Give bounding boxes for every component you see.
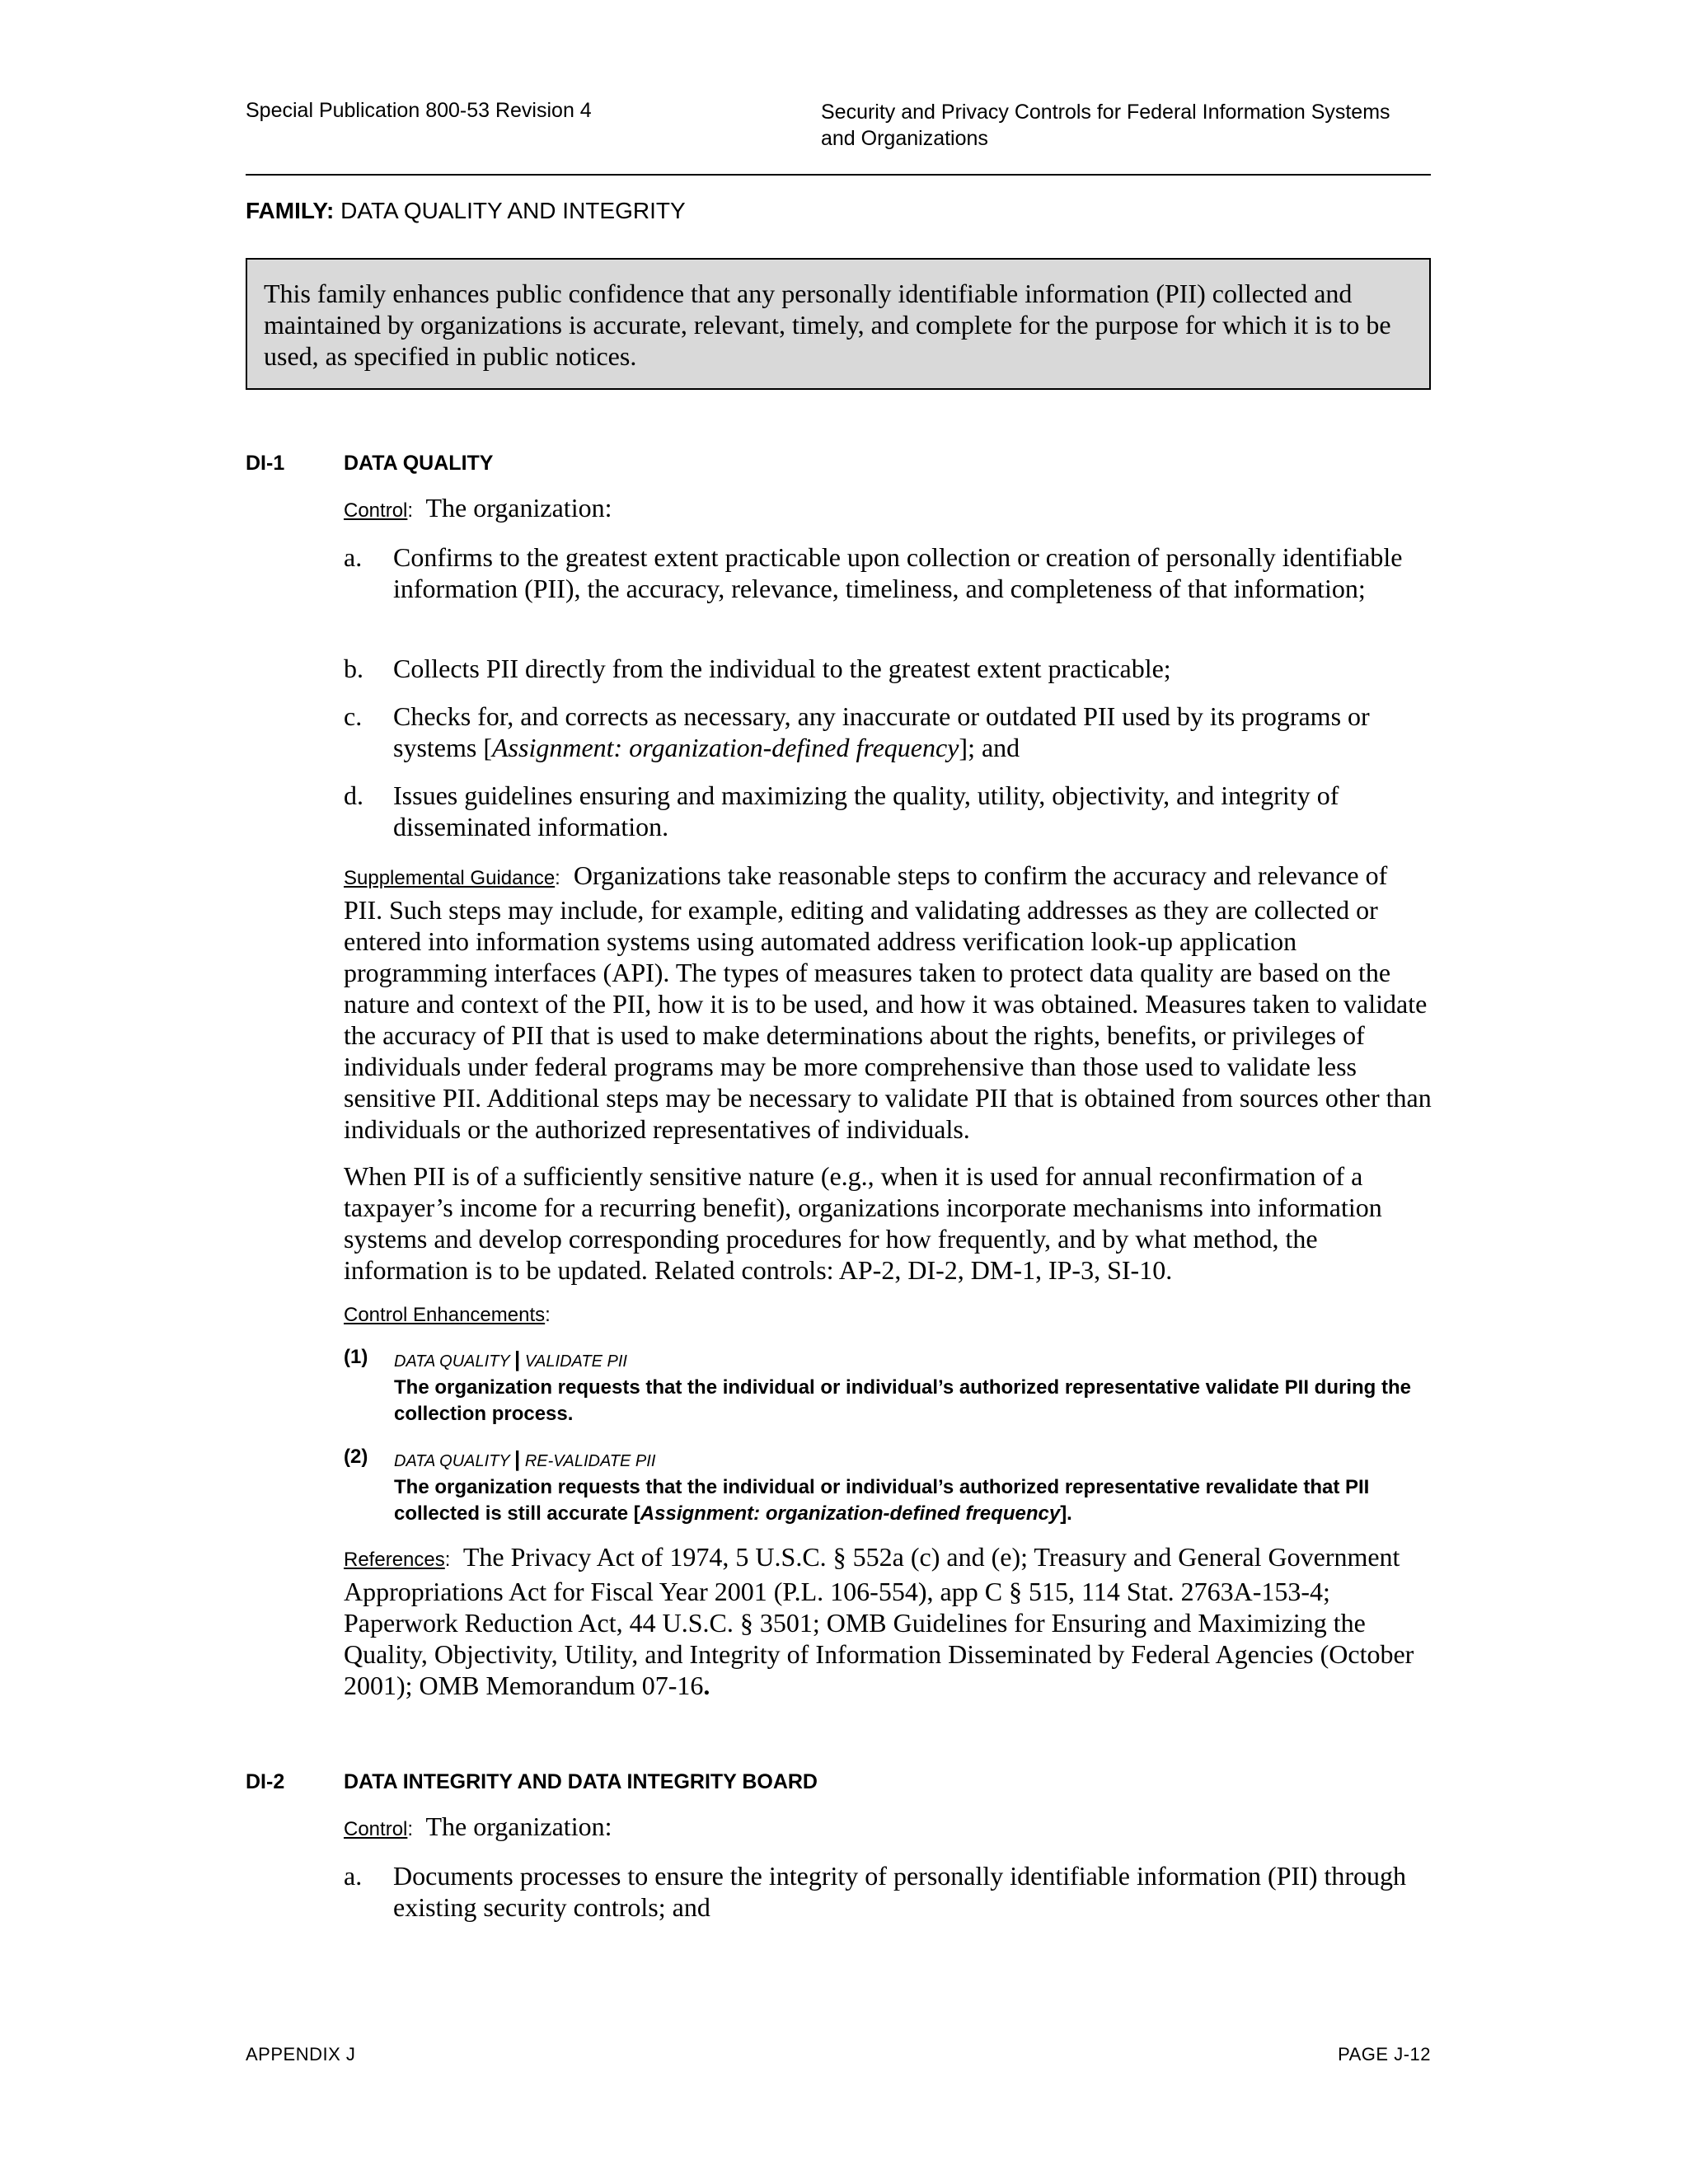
- control-statement-di1: Control: The organization:: [344, 493, 612, 523]
- family-heading: [246, 198, 686, 224]
- control-intro: The organization:: [425, 493, 612, 523]
- supplemental-text-2: When PII is of a sufficiently sensitive nature (e.g., when it is used for annual reconfirmation of a taxpayer’s income for a recurring benefit), organizations incorporate mechanisms into information systems and develop corresponding procedures for how frequently, and by what method, the information is to be updated. Related controls: AP-2, DI-2, DM-1, IP-3, SI-10.: [344, 1161, 1382, 1285]
- control-statement-di2: Control: The organization:: [344, 1811, 612, 1841]
- item-letter: a.: [344, 542, 363, 572]
- enhancement-text: The organization requests that the individual or individual’s authorized representative validate PII during the collection process.: [394, 1376, 1411, 1425]
- control-title-di2: DATA INTEGRITY AND DATA INTEGRITY BOARD: [344, 1770, 818, 1793]
- control-id-di1: DI-1: [246, 452, 285, 475]
- family-intro-box: This family enhances public confidence that any personally identifiable information (PII) collected and maintained by organizations is accurate, relevant, timely, and complete for the purpose for which it is to be used, as specified in public notices.: [246, 258, 1431, 390]
- enhancements-heading: Control Enhancements:: [344, 1304, 551, 1326]
- list-item: [344, 701, 1432, 763]
- item-letter: d.: [344, 780, 363, 810]
- control-label: Control: [344, 1818, 408, 1840]
- enhancement-number: (1): [344, 1346, 368, 1368]
- enhancement-text: The organization requests that the individual or individual’s authorized representative revalidate that PII collected is still accurate [Assignment: organization-defined frequency].: [394, 1476, 1370, 1525]
- item-letter: a.: [344, 1861, 363, 1891]
- supplemental-label: Supplemental Guidance: [344, 867, 556, 889]
- control-title-di1: DATA QUALITY: [344, 452, 494, 475]
- header-publication: Special Publication 800-53 Revision 4: [246, 99, 592, 122]
- enhancement-heading: DATA QUALITY | VALIDATE PII: [394, 1347, 627, 1371]
- enhancement-heading: DATA QUALITY | RE-VALIDATE PII: [394, 1446, 656, 1471]
- supplemental-text: Organizations take reasonable steps to confirm the accuracy and relevance of PII. Such steps may include, for example, editing and validating addresses as they are collected or entered into information systems using automated address verification look-up application programming interfaces (API). The types of measures taken to protect data quality are based on the nature and context of the PII, how it is to be used, and how it was obtained. Measures taken to validate the accuracy of PII that is used to make determinations about the rights, benefits, or privileges of individuals under federal programs may be more comprehensive than those used to validate less sensitive PII. Additional steps may be necessary to validate PII that is obtained from sources other than individuals or the authorized representatives of individuals.: [344, 860, 1432, 1144]
- enhancement-number: (2): [344, 1446, 368, 1468]
- footer-page-number: PAGE J-12: [1338, 2044, 1431, 2064]
- footer-appendix: APPENDIX J: [246, 2044, 356, 2064]
- list-item: [344, 1860, 1432, 1923]
- item-text: Confirms to the greatest extent practicable upon collection or creation of personally identifiable information (PII), the accuracy, relevance, timeliness, and completeness of that information;: [393, 542, 1403, 603]
- header-title: [821, 99, 1447, 152]
- item-text: Documents processes to ensure the integrity of personally identifiable information (PII) through existing security controls; and: [393, 1861, 1407, 1922]
- family-label: FAMILY:: [246, 198, 335, 223]
- references-text: The Privacy Act of 1974, 5 U.S.C. § 552a (c) and (e); Treasury and General Government Appropriations Act for Fiscal Year 2001 (P.L. 106-554), app C § 515, 114 Stat. 2763A-153-4; Paperwork Reduction Act, 44 U.S.C. § 3501; OMB Guidelines for Ensuring and Maximizing the Quality, Objectivity, Utility, and Integrity of Information Disseminated by Federal Agencies (October 2001); OMB Memorandum 07-16: [344, 1542, 1414, 1700]
- header-title-line2: and Organizations: [821, 127, 988, 150]
- enhancements-label: Control Enhancements: [344, 1304, 546, 1326]
- header-divider: [246, 174, 1431, 176]
- supplemental-guidance: Supplemental Guidance: Organizations take reasonable steps to confirm the accuracy and relevance of PII. Such steps may include, for example, editing and validating addresses as they are collected or entered into information systems using automated address verification look-up application programming interfaces (API). The types of measures taken to protect data quality are based on the nature and context of the PII, how it is to be used, and how it was obtained. Measures taken to validate the accuracy of PII that is used to make determinations about the rights, benefits, or privileges of individuals under federal programs may be more comprehensive than those used to validate less sensitive PII. Additional steps may be necessary to validate PII that is obtained from sources other than individuals or the authorized representatives of individuals.: [344, 860, 1432, 1144]
- family-name: DATA QUALITY AND INTEGRITY: [340, 198, 686, 223]
- item-text: Collects PII directly from the individual to the greatest extent practicable;: [393, 654, 1171, 683]
- control-intro: The organization:: [425, 1811, 612, 1841]
- control-id-di2: DI-2: [246, 1770, 285, 1793]
- item-text: Checks for, and corrects as necessary, any inaccurate or outdated PII used by its programs or systems [Assignment: organization-defined frequency]; and: [393, 701, 1370, 762]
- references-label: References: [344, 1549, 445, 1571]
- item-letter: b.: [344, 654, 363, 683]
- list-item: [344, 653, 1432, 684]
- references: References: The Privacy Act of 1974, 5 U.S.C. § 552a (c) and (e); Treasury and General Government Appropriations Act for Fiscal Year 2001 (P.L. 106-554), app C § 515, 114 Stat. 2763A-153-4; Paperwork Reduction Act, 44 U.S.C. § 3501; OMB Guidelines for Ensuring and Maximizing the Quality, Objectivity, Utility, and Integrity of Information Disseminated by Federal Agencies (October 2001); OMB Memorandum 07-16.: [344, 1542, 1414, 1700]
- list-item: [344, 780, 1432, 842]
- item-letter: c.: [344, 701, 363, 731]
- header-title-line1: Security and Privacy Controls for Federal Information Systems: [821, 101, 1390, 124]
- item-text: Issues guidelines ensuring and maximizing the quality, utility, objectivity, and integrity of disseminated information.: [393, 780, 1339, 841]
- control-label: Control: [344, 499, 408, 522]
- list-item: [344, 541, 1432, 604]
